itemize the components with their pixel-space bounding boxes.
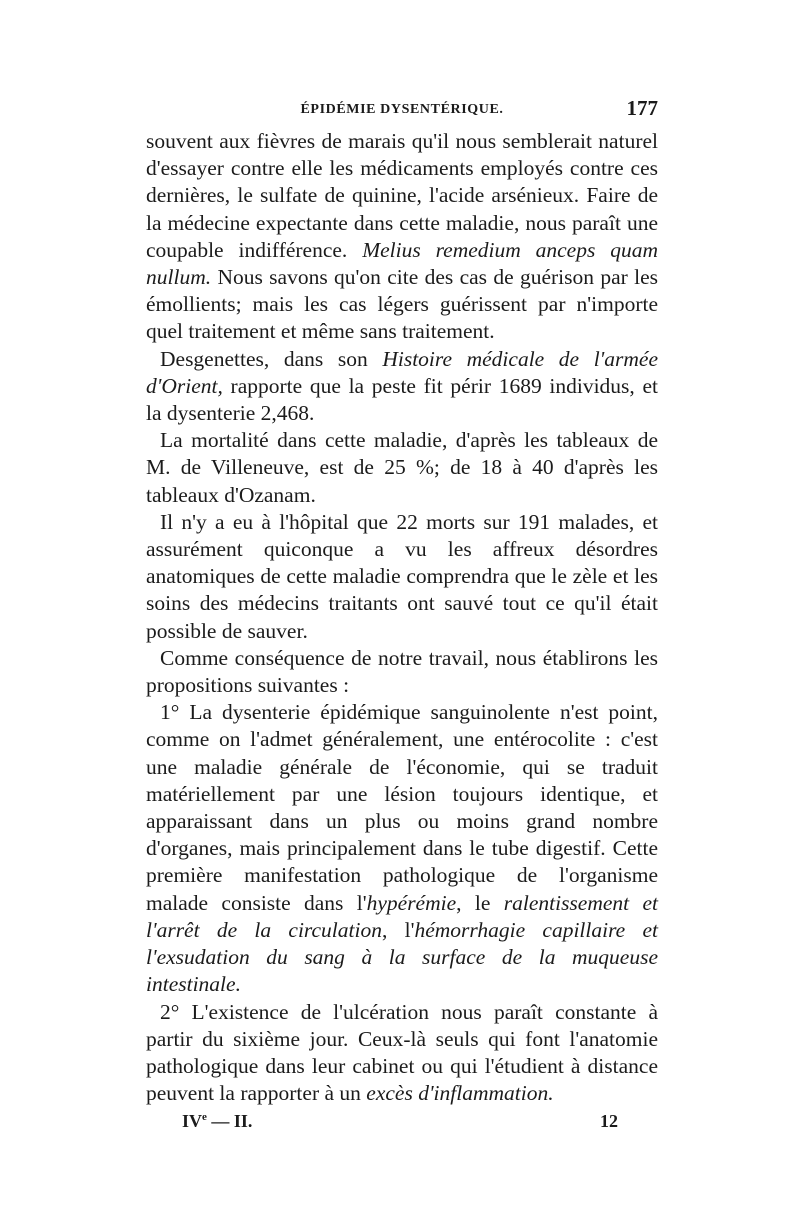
text-run: La mortalité dans cette maladie, d'après les tableaux de M. de Villeneuve, est de 25 %; de 18 à 40 d'après les tableaux d'Ozanam. [146,428,658,507]
page-number: 177 [626,96,658,120]
italic-text: Melius remedium anceps quam nullum. [146,237,658,290]
text-run: souvent aux fièvres de marais qu'il nous semblerait naturel d'essayer contre elle les médicaments employés contre ces dernières, le sulfate de quinine, l'acide arsénieux. Faire de la médecine expectante dans cette maladie, nous paraît une coupable indifférence. [146,129,658,262]
text-run: , l' [381,917,415,942]
text-run: Comme conséquence de notre travail, nous établirons les propositions suivantes : [146,645,658,698]
signature-main: IV [182,1111,203,1132]
italic-text: Histoire médicale de l'armée d'Orient, [146,346,658,398]
body-text [146,128,658,1107]
italic-text: hypérémie [366,890,457,915]
signature-rest: — II. [206,1111,253,1132]
text-run: rapporte que la peste fit périr 1689 individus, et la dysenterie 2,468. [146,373,658,426]
text-run: Nous savons qu'on cite des cas de guérison par les émollients; mais les cas légers guérissent par n'importe quel traitement et même sans traitement. [146,265,658,344]
paragraph [146,645,658,699]
text-run: Desgenettes, dans son [160,346,383,371]
sheet-number: 12 [600,1111,618,1132]
page-header [146,96,658,126]
signature-mark [182,1111,252,1132]
paragraph [146,509,658,645]
paragraph [146,128,658,346]
text-run: 2° L'existence de l'ulcération nous paraît constante à partir du sixième jour. Ceux-là seuls qui font l'anatomie pathologique dans leur cabinet ou qui l'étudient à distance peuvent la rapporter à un [146,999,658,1106]
italic-text: ralentissement et l'arrêt de la circulation [146,890,658,942]
italic-text: excès d'inflammation. [366,1081,554,1106]
paragraph [146,427,658,509]
paragraph [146,346,658,428]
text-run: Il n'y a eu à l'hôpital que 22 morts sur 191 malades, et assurément quiconque a vu les affreux désordres anatomiques de cette maladie comprendra que le zèle et les soins des médecins traitants ont sauvé tout ce qu'il était possible de sauver. [146,509,658,643]
text-run: , le [456,890,504,915]
book-page [146,96,658,1139]
text-run: 1° La dysenterie épidémique sanguinolente n'est point, comme on l'admet généralement, une entérocolite : c'est une maladie générale de l'économie, qui se traduit matériellement par une lésion toujours identique, et apparaissant dans un plus ou moins grand nombre d'organes, mais principalement dans le tube digestif. Cette première manifestation pathologique de l'organisme malade consiste dans l' [146,700,658,915]
running-title: ÉPIDÉMIE DYSENTÉRIQUE. [300,102,504,117]
paragraph [146,699,658,998]
signature-sup: e [202,1111,207,1124]
italic-text: hémorrhagie capillaire et l'exsudation du sang à la surface de la muqueuse intestinale. [146,917,658,997]
page-footer [146,1109,658,1139]
paragraph [146,999,658,1108]
